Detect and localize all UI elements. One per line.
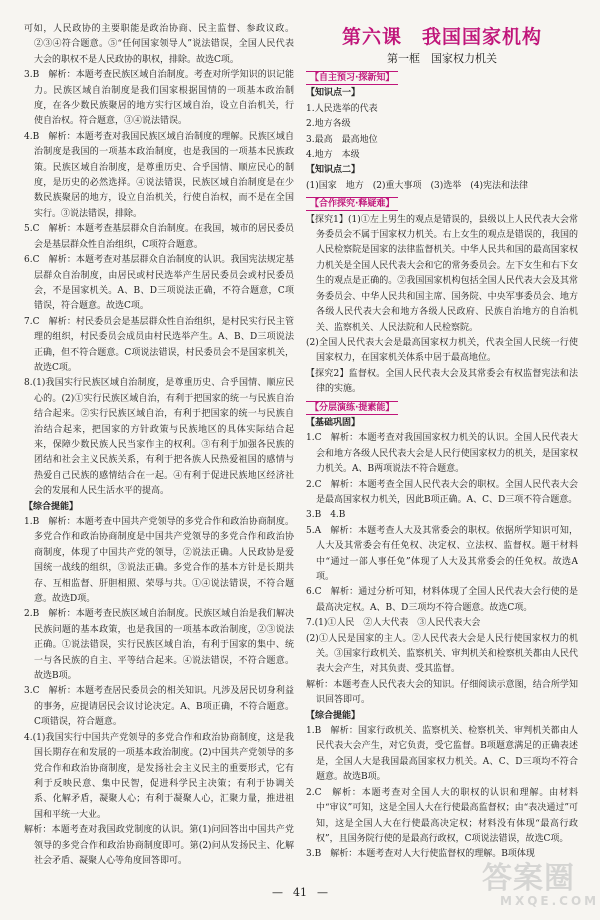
answer-paragraph: 1.B 解析：本题考查中国共产党领导的多党合作和政治协商制度。多党合作和政治协商制度是中国共产党领导的多党合作和政治协商制度，体现了中国共产党的领导，②说法正确。人民政协是爱国统一战线的组织，③说法正确。多党合作的基本方针是长期共存、互相监督、肝胆相照、荣辱与共。①④说法错误，不符合题意。故选D项。 <box>24 517 294 605</box>
answer-paragraph: 3.C 解析：本题考查居民委员会的相关知识。凡涉及居民切身利益的事务，应提请居民会议讨论决定。A、B项正确，不符合题意。C项错误，符合题意。 <box>24 686 294 728</box>
answer-paragraph: 1.人民选举的代表 <box>306 103 378 114</box>
answer-paragraph: 7.C 解析：村民委员会是基层群众性自治组织，是村民实行民主管理的组织，村民委员会成员由村民选举产生。A、B、D三项说法正确，但不符合题意。C项说法错误，村民委员会不是国家机关，故选C项。 <box>24 316 294 373</box>
section-heading: 【知识点二】 <box>306 165 361 176</box>
page-number: 41 <box>293 886 307 899</box>
answer-paragraph: (2)全国人民代表大会是最高国家权力机关，代表全国人民统一行使国家权力，在国家机关体系中居于最高地位。 <box>306 337 578 364</box>
answer-paragraph: 1.C 解析：本题考查对我国国家权力机关的认识。全国人民代表大会和地方各级人民代表大会是人民行使国家权力的机关，是国家权力机关。A、B两项说法不符合题意。 <box>306 433 578 475</box>
right-column-body <box>306 68 578 863</box>
answer-paragraph: 3.B 4.B <box>306 510 346 521</box>
answer-paragraph: 7.(1)①人民 ②人大代表 ③人民代表大会 <box>306 618 481 629</box>
watermark-url: MXQE.COM <box>500 894 600 908</box>
right-column <box>306 22 578 887</box>
answer-paragraph: 2.C 解析：本题考查全国人民代表大会的职权。全国人民代表大会是最高国家权力机关，因此B项正确。A、C、D三项不符合题意。 <box>306 479 578 505</box>
answer-paragraph: 6.C 解析：通过分析可知，材料体现了全国人民代表大会行使的是最高决定权。A、B、D三项均不符合题意。故选C项。 <box>306 587 578 613</box>
lesson-subtitle: 第一框 国家权力机关 <box>387 52 497 65</box>
section-banner-row <box>306 398 578 416</box>
section-banner: 【自主预习·探新知】 <box>306 71 398 85</box>
answer-paragraph: 4.地方 本级 <box>306 150 360 161</box>
answer-paragraph: 6.C 解析：本题考查对基层群众自治制度的认识。我国宪法规定基层群众自治制度，由居民或村民选举产生居民委员会或村民委员会，不是国家机关。A、B、D三项说法正确，不符合题意，C项错误，符合题意。故选C项。 <box>24 255 294 312</box>
answer-paragraph: (1)国家 地方 (2)重大事项 (3)选举 (4)宪法和法律 <box>306 180 528 191</box>
section-banner: 【分层演练·提素能】 <box>306 401 398 415</box>
answer-paragraph: (2)①人民是国家的主人。②人民代表大会是人民行使国家权力的机关。③国家行政机关、监察机关、审判机关和检察机关都由人民代表大会产生，对其负责、受其监督。 <box>306 633 578 675</box>
section-banner: 【合作探究·释疑难】 <box>306 197 398 211</box>
lesson-title: 第六课 我国国家机构 <box>341 26 542 48</box>
answer-paragraph: 5.C 解析：本题考查基层群众自治制度。在我国，城市的居民委员会是基层群众性自治组织，C项符合题意。 <box>24 224 294 250</box>
answer-paragraph: 【探究1】(1)①左上男生的观点是错误的，县级以上人民代表大会常务委员会不属于国家权力机关。右上女生的观点是错误的，我国的人民检察院是国家的法律监督机关。中华人民共和国的最高国家权力机关是全国人民代表大会和它的常务委员会。左下女生和右下女生的观点是正确的。②我国国家机构包括全国人民代表大会及其常务委员会、中华人民共和国主席、国务院、中央军事委员会、地方各级人民代表大会和地方各级人民政府、民族自治地方的自治机关、监察机关、人民法院和人民检察院。 <box>306 214 578 333</box>
left-column <box>24 22 294 887</box>
answer-paragraph: 8.(1)我国实行民族区域自治制度，是尊重历史、合乎国情、顺应民心的。(2)①实行民族区域自治，有利于把国家的统一与民族自治结合起来。②实行民族区域自治，有利于把国家的统一与民族自治结合起来，把国家的方针政策与民族地区的具体实际结合起来，保障少数民族人民当家作主的权利。③有利于加强各民族的团结和社会主义民族关系，有利于把各族人民热爱祖国的感情与热爱自己民族的感情结合在一起。④有利于促进民族地区经济社会的发展和人民生活水平的提高。 <box>24 378 294 497</box>
answer-paragraph: 3.B 解析：本题考查民族区域自治制度。考查对所学知识的识记能力。民族区域自治制度是我们国家根据国情的一项基本政治制度，在各少数民族聚居的地方实行区域自治，设立自治机关，行使自治权。符合题意，③④说法错误。 <box>24 70 294 127</box>
section-banner-row <box>306 194 578 212</box>
answer-paragraph: 可如，人民政协的主要职能是政治协商、民主监督、参政议政。②③④符合题意。⑤“任何国家领导人”说法错误，全国人民代表大会的职权不是人民政协的职权，排除。故选C项。 <box>24 24 294 65</box>
answer-paragraph: 2.B 解析：本题考查民族区域自治制度。民族区域自治是我们解决民族问题的基本政策，也是我国的一项基本政治制度，②③说法正确。①说法错误，实行民族区域自治，有利于国家的集中、统一与各民族的自主、平等结合起来。④说法错误，不符合题意。故选B项。 <box>24 609 294 682</box>
section-heading: 【综合提能】 <box>306 710 361 721</box>
answer-paragraph: 4.(1)我国实行中国共产党领导的多党合作和政治协商制度，这是我国长期存在和发展的一项基本政治制度。(2)中国共产党领导的多党合作和政治协商制度，是发扬社会主义民主的重要形式，它有利于反映民意、集中民智，促进科学民主决策；有利于协调关系、化解矛盾，凝聚人心；有利于凝聚人心，汇聚力量，推进祖国和平统一大业。 <box>24 732 294 820</box>
answer-paragraph: 4.B 解析：本题考查对我国民族区域自治制度的理解。民族区域自治制度是我国的一项基本政治制度，也是我国的一项基本民族政策。民族区域自治制度，是尊重历史、合乎国情、顺应民心的制度，是历史的必然选择。④说法错误，民族区域自治制度是在少数民族聚居的地方，设立自治机关，行使自治权，而不是在全国实行。③说法错误，排除。 <box>24 131 294 219</box>
page-number-bar: — 41 — <box>272 886 328 899</box>
answer-paragraph: 解析：本题考查人民代表大会的知识。仔细阅读示意图，结合所学知识回答即可。 <box>306 679 578 706</box>
answer-paragraph: 2.地方各级 <box>306 119 351 130</box>
answer-paragraph: 5.A 解析：本题考查人大及其常委会的职权。依据所学知识可知，人大及其常委会有任免权、决定权、立法权、监督权。题干材料中“通过一部人事任免”体现了人大及其常委会的任免权。故选A项。 <box>306 525 578 582</box>
section-heading: 【知识点一】 <box>306 88 361 99</box>
answer-paragraph: 解析：本题考查对我国政党制度的认识。第(1)问回答出中国共产党领导的多党合作和政治协商制度即可。第(2)问从发扬民主、化解社会矛盾、凝聚人心等角度回答即可。 <box>24 825 294 866</box>
watermark-logo <box>482 861 600 914</box>
answer-paragraph: 3.B 解析：本题考查对人大行使监督权的理解。B项体现 <box>306 849 535 860</box>
section-heading: 【基础巩固】 <box>306 417 361 428</box>
answer-paragraph: 【探究2】监督权。全国人民代表大会及其常委会有权监督宪法和法律的实施。 <box>306 368 578 395</box>
answer-paragraph: 3.最高 最高地位 <box>306 134 378 145</box>
watermark-text: 答案圈 <box>482 861 575 896</box>
answer-paragraph: 2.C 解析：本题考查对全国人大的职权的认识和理解。由材料中“审议”可知，这是全国人大在行使最高监督权；由“表决通过”可知，这是全国人大在行使最高决定权；材料没有体现“最高行政权”，且国务院行使的是最高行政权，C项说法错误，故选C项。 <box>306 787 578 844</box>
section-heading: 【综合提能】 <box>24 501 79 512</box>
answer-paragraph: 1.B 解析：国家行政机关、监察机关、检察机关、审判机关都由人民代表大会产生，对它负责，受它监督。B项题意满足的正确表述是，全国人大是我国最高国家权力机关。A、C、D三项均不符合题意。故选B项。 <box>306 726 578 783</box>
section-banner-row <box>306 68 578 86</box>
